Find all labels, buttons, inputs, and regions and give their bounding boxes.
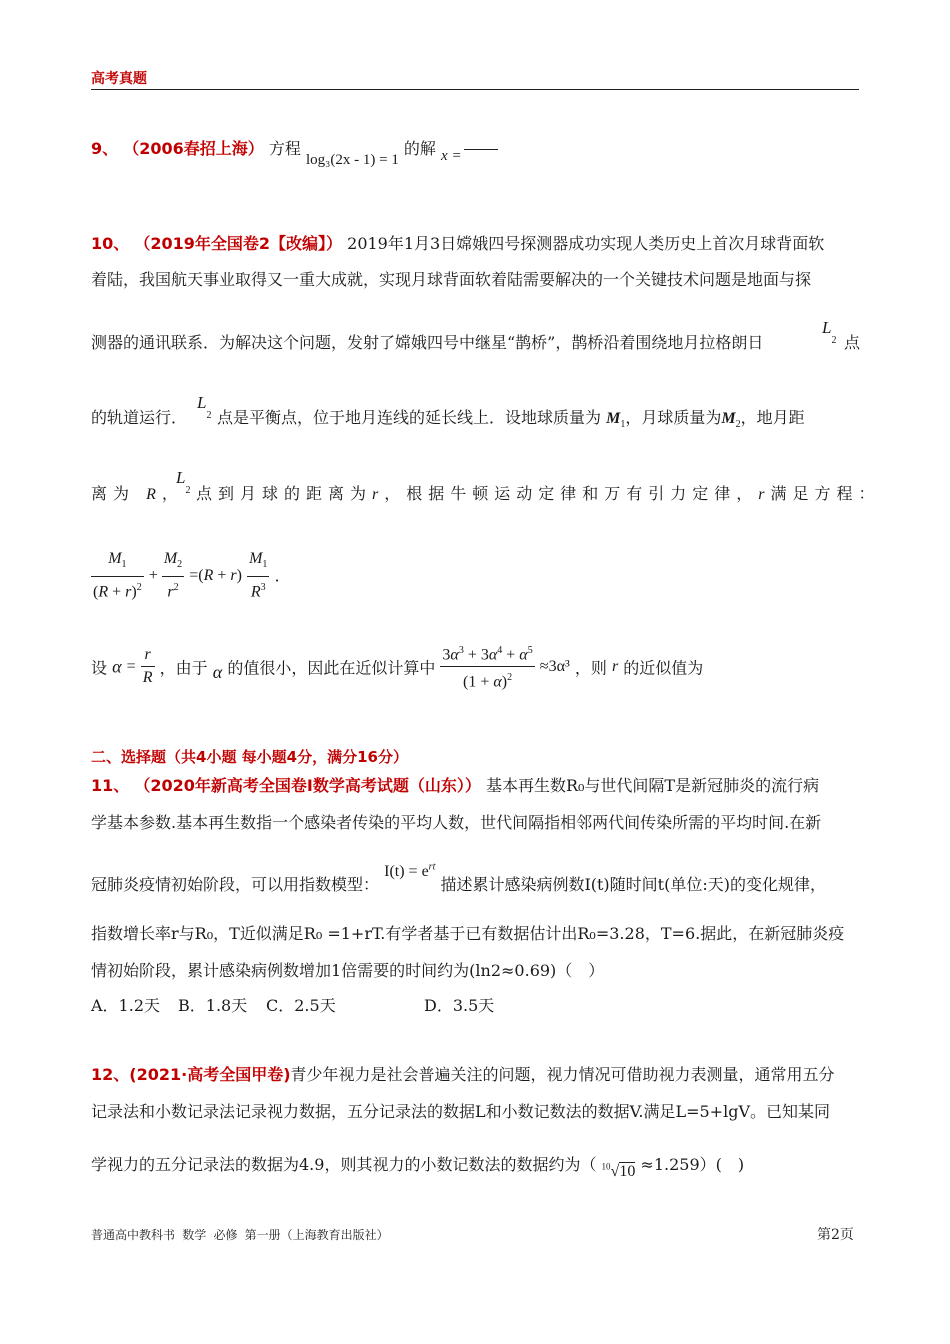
- q12-text-line-1: 青少年视力是社会普遍关注的问题，视力情况可借助视力表测量，通常用五分: [290, 1065, 835, 1084]
- q10-L2-symbol-3: $L_2$: [176, 468, 191, 497]
- q9-number: 9、: [91, 139, 119, 158]
- question-11-line-2: 学基本参数.基本再生数指一个感染者传染的平均人数，世代间隔指相邻两代间传染所需的平均时间.在新: [91, 813, 822, 832]
- question-10-line-1: [91, 231, 824, 254]
- q10-M2: M: [721, 410, 736, 427]
- question-9: [91, 136, 498, 168]
- q12-tenth-root: $^{10}$√10: [601, 1161, 636, 1180]
- q10-text-line-4a: 的轨道运行．: [91, 408, 188, 427]
- q10-equation: $\frac{M_1}{(R + r)^2}$ + $\frac{M_2}{r^2}$ =(R + r) $\frac{M_1}{R^3}$ .: [91, 548, 280, 604]
- q10-text-line-4b: 点是平衡点，位于地月连线的延长线上．设地球质量为 $M_1$，月球质量为$M_2$，地月距: [217, 408, 805, 431]
- question-10-line-5: 离为 R，: [91, 484, 184, 503]
- eq-frac-3: $\frac{M_1}{R^3}$: [249, 550, 268, 601]
- question-11-line-4: 指数增长率r与R₀，T近似满足R₀ =1+rT.有学者基于已有数据估计出R₀=3.28，T=6.据此，在新冠肺炎疫: [91, 924, 845, 943]
- eq-frac-2: $\frac{M_2}{r^2}$: [163, 550, 183, 601]
- q10-text-line-3: 测器的通讯联系．为解决这个问题，发射了嫦娥四号中继星“鹊桥”，鹊桥沿着围绕地月拉格朗日: [91, 333, 764, 352]
- q11-option-b[interactable]: B．1.8天: [178, 996, 248, 1015]
- q10-text-line-5b: 点到月球的距离为r，根据牛顿运动定律和万有引力定律，r满足方程：: [196, 484, 881, 503]
- q10-text-line-1: 2019年1月3日嫦娥四号探测器成功实现人类历史上首次月球背面软: [347, 234, 825, 253]
- eq-frac-1: $\frac{M_1}{(R + r)^2}$: [93, 550, 142, 601]
- q11-option-d[interactable]: D．3.5天: [424, 996, 495, 1015]
- alpha-definition-fraction: $\frac{r}{R}$: [142, 646, 153, 687]
- q10-L2-symbol-2: $L_2$: [197, 393, 212, 422]
- q12-text-line-3a: 学视力的五分记录法的数据为4.9，则其视力的小数记数法的数据约为（: [91, 1155, 597, 1174]
- q9-answer-blank: [464, 149, 498, 150]
- question-10-line-3: [91, 330, 763, 353]
- q12-approx: ≈1.259）( ): [640, 1155, 745, 1174]
- q10-L2-symbol-1: $L_2$: [822, 318, 837, 347]
- q10-text-line-3-end: 点: [844, 333, 861, 352]
- q11-option-a[interactable]: A．1.2天: [91, 996, 161, 1015]
- q9-answer-var: x =: [441, 148, 462, 164]
- question-11-line-5: 情初始阶段，累计感染病例数增加1倍需要的时间约为(ln2≈0.69)（ ）: [91, 961, 605, 980]
- question-10-line-4: [91, 405, 187, 428]
- q10-var-R: R: [146, 486, 162, 503]
- question-11-line-1: [91, 773, 819, 796]
- question-10-line-7: 设 α = $\frac{r}{R}$ ，由于 α 的值很小，因此在近似计算中 $\frac{3\alpha^3 + 3\alpha^4 + \alpha^5}{(1 + \alpha)^2}$ ≈3α³ ，则 r 的近似值为: [91, 640, 703, 694]
- q10-number: 10、: [91, 234, 130, 253]
- approx-fraction: $\frac{3\alpha^3 + 3\alpha^4 + \alpha^5}{(1 + \alpha)^2}$: [440, 640, 534, 694]
- q11-text-line-3a: 冠肺炎疫情初始阶段，可以用指数模型：: [91, 875, 380, 894]
- section-2-title: 二、选择题（共4小题 每小题4分，满分16分）: [91, 748, 408, 766]
- footer-page-number: 第2页: [817, 1227, 854, 1243]
- question-12-line-1: [91, 1062, 835, 1085]
- header-divider: [91, 89, 859, 90]
- q10-text-line-5a: 离为: [91, 484, 136, 503]
- q10-source: （2019年全国卷2【改编】）: [134, 234, 343, 253]
- question-12-line-2: 记录法和小数记录法记录视力数据，五分记录法的数据L和小数记数法的数据V.满足L=5+lgV。已知某同: [91, 1102, 831, 1121]
- q9-formula: log₃(2x - 1) = 1: [305, 152, 399, 168]
- q11-model-formula: $I(t) = e^{rt}$: [384, 861, 436, 880]
- q11-source: （2020年新高考全国卷Ⅰ数学高考试题（山东））: [134, 776, 481, 795]
- q11-text-line-3b: 描述累计感染病例数I(t)随时间t(单位:天)的变化规律，: [440, 875, 826, 894]
- header-title: 高考真题: [91, 71, 147, 87]
- question-10-line-2: 着陆，我国航天事业取得又一重大成就，实现月球背面软着陆需要解决的一个关键技术问题是地面与探: [91, 270, 812, 289]
- footer-book-title: 普通高中教科书 数学 必修 第一册（上海教育出版社）: [91, 1228, 389, 1242]
- q11-number: 11、: [91, 776, 130, 795]
- q12-source: (2021·高考全国甲卷): [129, 1065, 291, 1084]
- q11-option-c[interactable]: C．2.5天: [266, 996, 336, 1015]
- q10-M1: M: [606, 410, 621, 427]
- q9-source: （2006春招上海）: [123, 139, 264, 158]
- q9-suffix: 的解: [403, 139, 436, 158]
- question-11-line-3: [91, 861, 826, 895]
- q9-text: 方程: [268, 139, 301, 158]
- q12-number: 12、: [91, 1065, 130, 1084]
- q11-text-line-1: 基本再生数R₀与世代间隔T是新冠肺炎的流行病: [485, 776, 820, 795]
- question-12-line-3: [91, 1152, 745, 1180]
